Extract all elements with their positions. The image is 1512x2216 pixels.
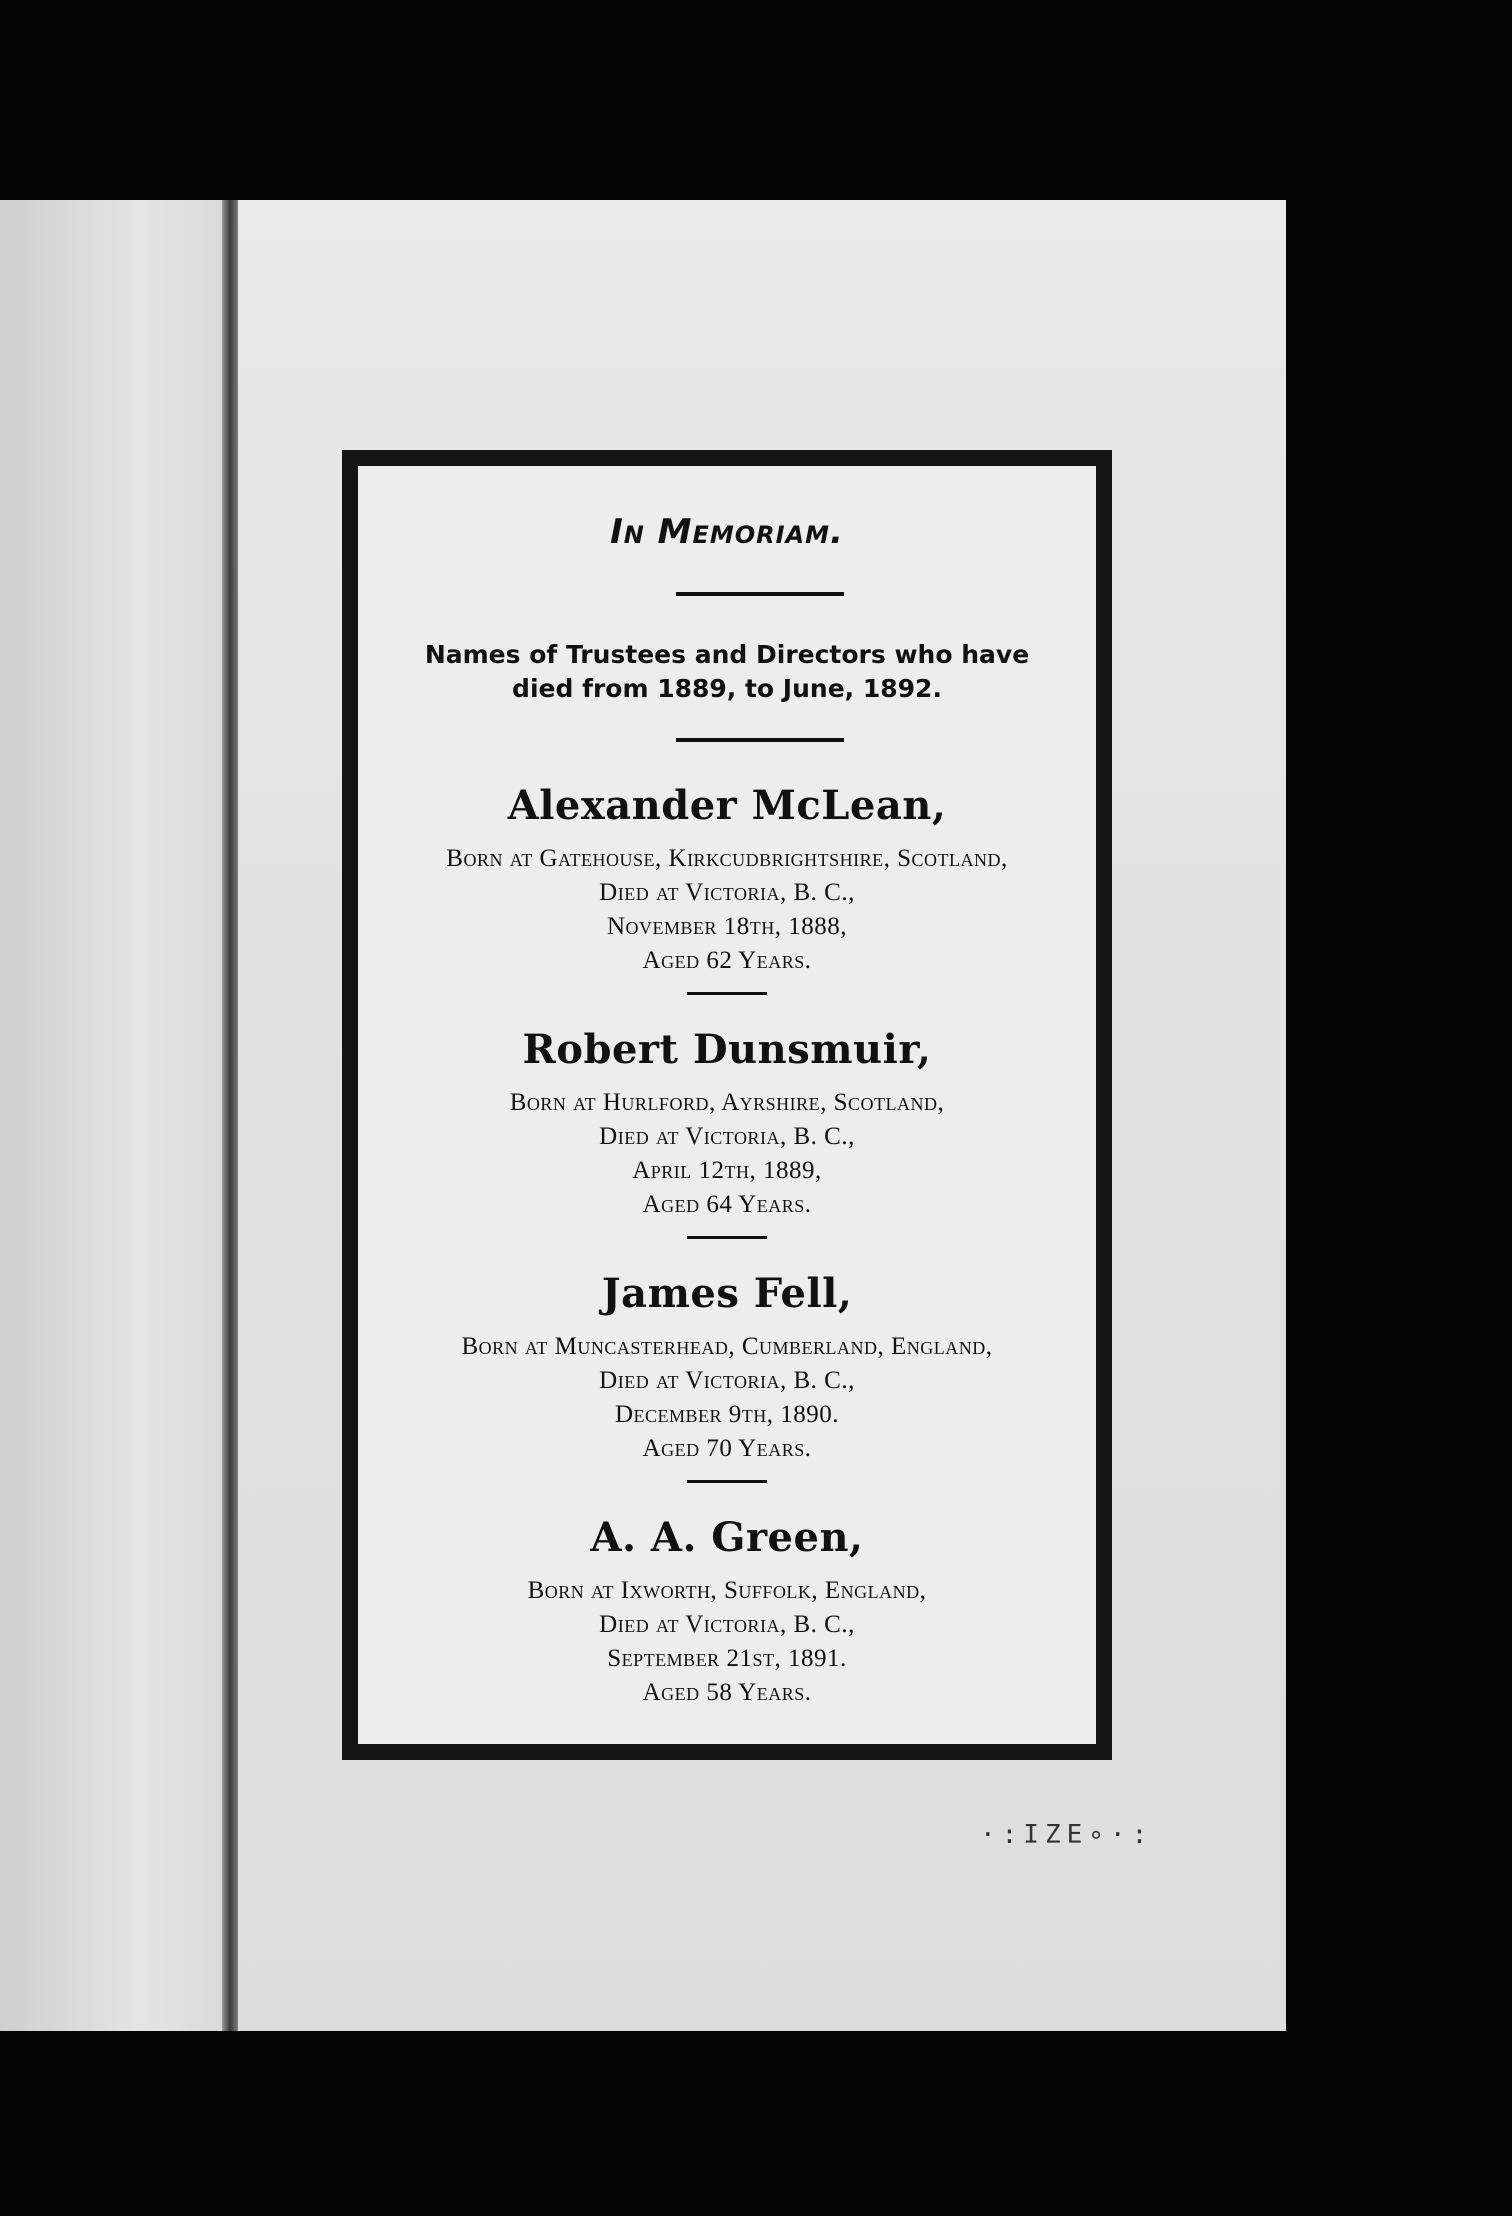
entry-divider — [687, 1480, 767, 1483]
book-spine — [222, 200, 238, 2031]
entry-name: James Fell, — [601, 1270, 853, 1317]
left-page-edge — [0, 200, 230, 2031]
memorial-subtitle — [388, 638, 1066, 706]
entry-age: Aged 62 Years. — [642, 947, 812, 974]
entry-date: December 9th, 1890. — [614, 1401, 840, 1428]
entry-born: Born at Gatehouse, Kirkcudbrightshire, Scotland, — [446, 845, 1008, 872]
entry-date: September 21st, 1891. — [607, 1645, 847, 1672]
entry-age: Aged 70 Years. — [642, 1435, 812, 1462]
entry-born: Born at Muncasterhead, Cumberland, England, — [461, 1333, 993, 1360]
entry-green — [378, 1512, 1076, 1710]
entry-name: A. A. Green, — [590, 1514, 864, 1561]
entry-divider — [687, 992, 767, 995]
entry-name: Alexander McLean, — [507, 782, 947, 829]
subtitle-line-1: Names of Trustees and Directors who have — [424, 640, 1030, 669]
memorial-title: In Memoriam. — [610, 512, 844, 552]
entry-date: November 18th, 1888, — [606, 913, 848, 940]
subtitle-line-2: died from 1889, to June, 1892. — [512, 674, 942, 703]
entry-mclean — [378, 780, 1076, 995]
memorial-frame — [342, 450, 1112, 1760]
entry-name: Robert Dunsmuir, — [522, 1026, 932, 1073]
ink-stamp-marks: ·:ΙΖΕ∘·: — [980, 1820, 1154, 1850]
entry-died: Died at Victoria, B. C., — [599, 1611, 855, 1638]
entry-age: Aged 64 Years. — [642, 1191, 812, 1218]
entry-dunsmuir — [378, 1024, 1076, 1239]
entry-born: Born at Hurlford, Ayrshire, Scotland, — [509, 1089, 945, 1116]
entry-date: April 12th, 1889, — [632, 1157, 822, 1184]
title-rule — [676, 592, 844, 596]
entry-age: Aged 58 Years. — [642, 1679, 812, 1706]
entry-fell — [378, 1268, 1076, 1483]
entry-died: Died at Victoria, B. C., — [599, 1123, 855, 1150]
entry-divider — [687, 1236, 767, 1239]
entry-died: Died at Victoria, B. C., — [599, 1367, 855, 1394]
subtitle-rule — [676, 738, 844, 742]
entry-born: Born at Ixworth, Suffolk, England, — [527, 1577, 927, 1604]
entry-died: Died at Victoria, B. C., — [599, 879, 855, 906]
